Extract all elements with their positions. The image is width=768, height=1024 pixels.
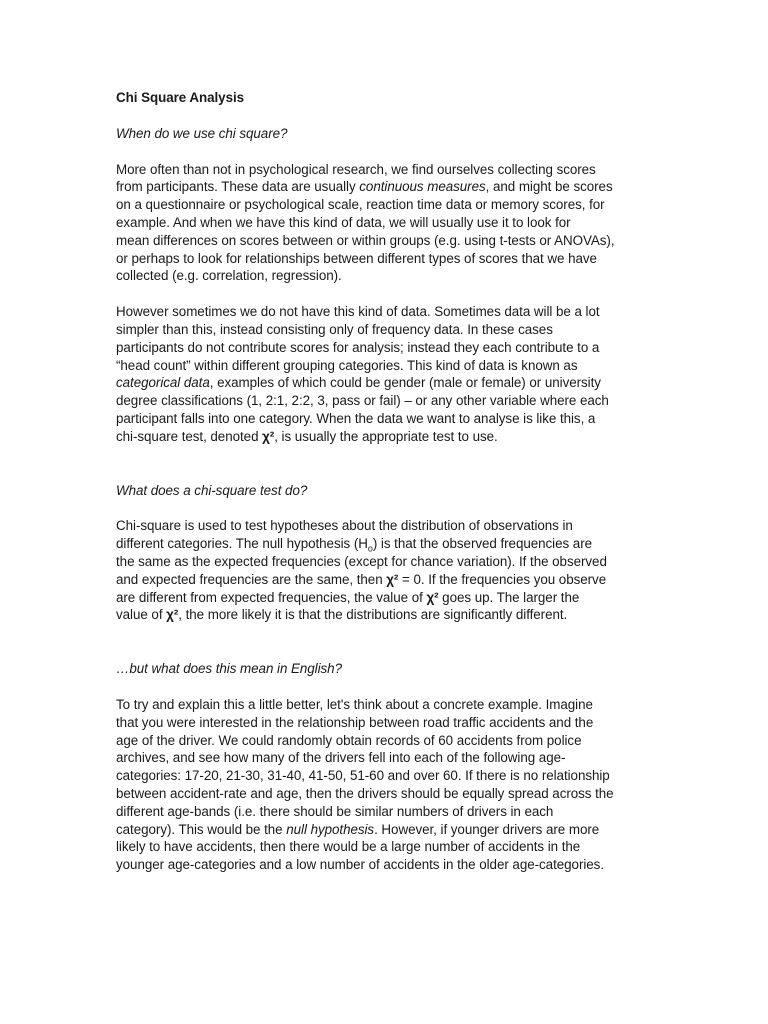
text-line: More often than not in psychological research, we find ourselves collecting scores <box>116 161 596 177</box>
text-line: degree classifications (1, 2:1, 2:2, 3, pass or fail) – or any other variable where each <box>116 393 609 409</box>
text-line: age of the driver. We could randomly obtain records of 60 accidents from police <box>116 732 582 748</box>
text-line: different categories. The null hypothesis $(H_o)$ is that the observed frequencies are <box>116 536 593 554</box>
paragraph-hypothesis <box>116 517 656 624</box>
chi-square-symbol: χ² <box>426 589 439 605</box>
chi-square-symbol: χ² <box>262 428 275 444</box>
text-line: However sometimes we do not have this kind of data. Sometimes data will be a lot <box>116 304 600 320</box>
emphasis-categorical-data: categorical data <box>116 375 210 391</box>
text-line: archives, and see how many of the drivers fell into each of the following age- <box>116 750 566 766</box>
text-line: mean differences on scores between or within groups (e.g. using t-tests or ANOVAs), <box>116 232 615 248</box>
emphasis-continuous-measures: continuous measures <box>359 179 486 195</box>
text-line: collected (e.g. correlation, regression). <box>116 268 342 284</box>
text-line: “head count” within different grouping categories. This kind of data is known as <box>116 357 578 373</box>
emphasis-null-hypothesis: null hypothesis <box>286 821 375 837</box>
text-line: on a questionnaire or psychological scale, reaction time data or memory scores, for <box>116 197 605 213</box>
text-line: Chi-square is used to test hypotheses about the distribution of observations in <box>116 518 573 534</box>
text-line: between accident-rate and age, then the drivers should be equally spread across the <box>116 785 614 801</box>
document-title: Chi Square Analysis <box>116 90 245 105</box>
subscript-o: o <box>367 543 373 554</box>
paragraph-example <box>116 696 656 874</box>
text-line: or perhaps to look for relationships between different types of scores that we have <box>116 250 597 266</box>
text-line: category). This would be the null hypothesis. However, if younger drivers are more <box>116 821 600 837</box>
text-line: value of χ², the more likely it is that the distributions are significantly different. <box>116 607 568 623</box>
section-heading-what-does: What does a chi-square test do? <box>116 482 308 498</box>
paragraph-categorical <box>116 303 656 445</box>
section-heading-english: …but what does this mean in English? <box>116 661 342 677</box>
text-line: likely to have accidents, then there would be a large number of accidents in the <box>116 839 581 855</box>
text-line: example. And when we have this kind of data, we will usually use it to look for <box>116 214 571 230</box>
text-line: To try and explain this a little better, let's think about a concrete example. Imagine <box>116 696 593 712</box>
text-line: simpler than this, instead consisting only of frequency data. In these cases <box>116 321 553 337</box>
section-heading-when: When do we use chi square? <box>116 125 288 141</box>
text-line: participants do not contribute scores for analysis; instead they each contribute to a <box>116 339 600 355</box>
chi-square-symbol: χ² <box>166 607 179 623</box>
chi-square-symbol: χ² <box>386 571 399 587</box>
document-body <box>116 89 656 892</box>
paragraph-intro <box>116 161 656 286</box>
text-line: categorical data, examples of which could be gender (male or female) or university <box>116 375 601 391</box>
text-line: categories: 17-20, 21-30, 31-40, 41-50, 51-60 and over 60. If there is no relationship <box>116 768 610 784</box>
text-line: different age-bands (i.e. there should be similar numbers of drivers in each <box>116 803 554 819</box>
text-line: the same as the expected frequencies (except for chance variation). If the observed <box>116 553 607 569</box>
text-line: that you were interested in the relationship between road traffic accidents and the <box>116 714 594 730</box>
text-line: chi-square test, denoted χ², is usually the appropriate test to use. <box>116 428 498 444</box>
text-line: from participants. These data are usually continuous measures, and might be scores <box>116 179 613 195</box>
text-line: are different from expected frequencies, the value of χ² goes up. The larger the <box>116 589 580 605</box>
text-line: participant falls into one category. When the data we want to analyse is like this, a <box>116 410 596 426</box>
text-line: younger age-categories and a low number of accidents in the older age-categories. <box>116 857 604 873</box>
text-line: and expected frequencies are the same, then χ² = 0. If the frequencies you observe <box>116 571 607 587</box>
